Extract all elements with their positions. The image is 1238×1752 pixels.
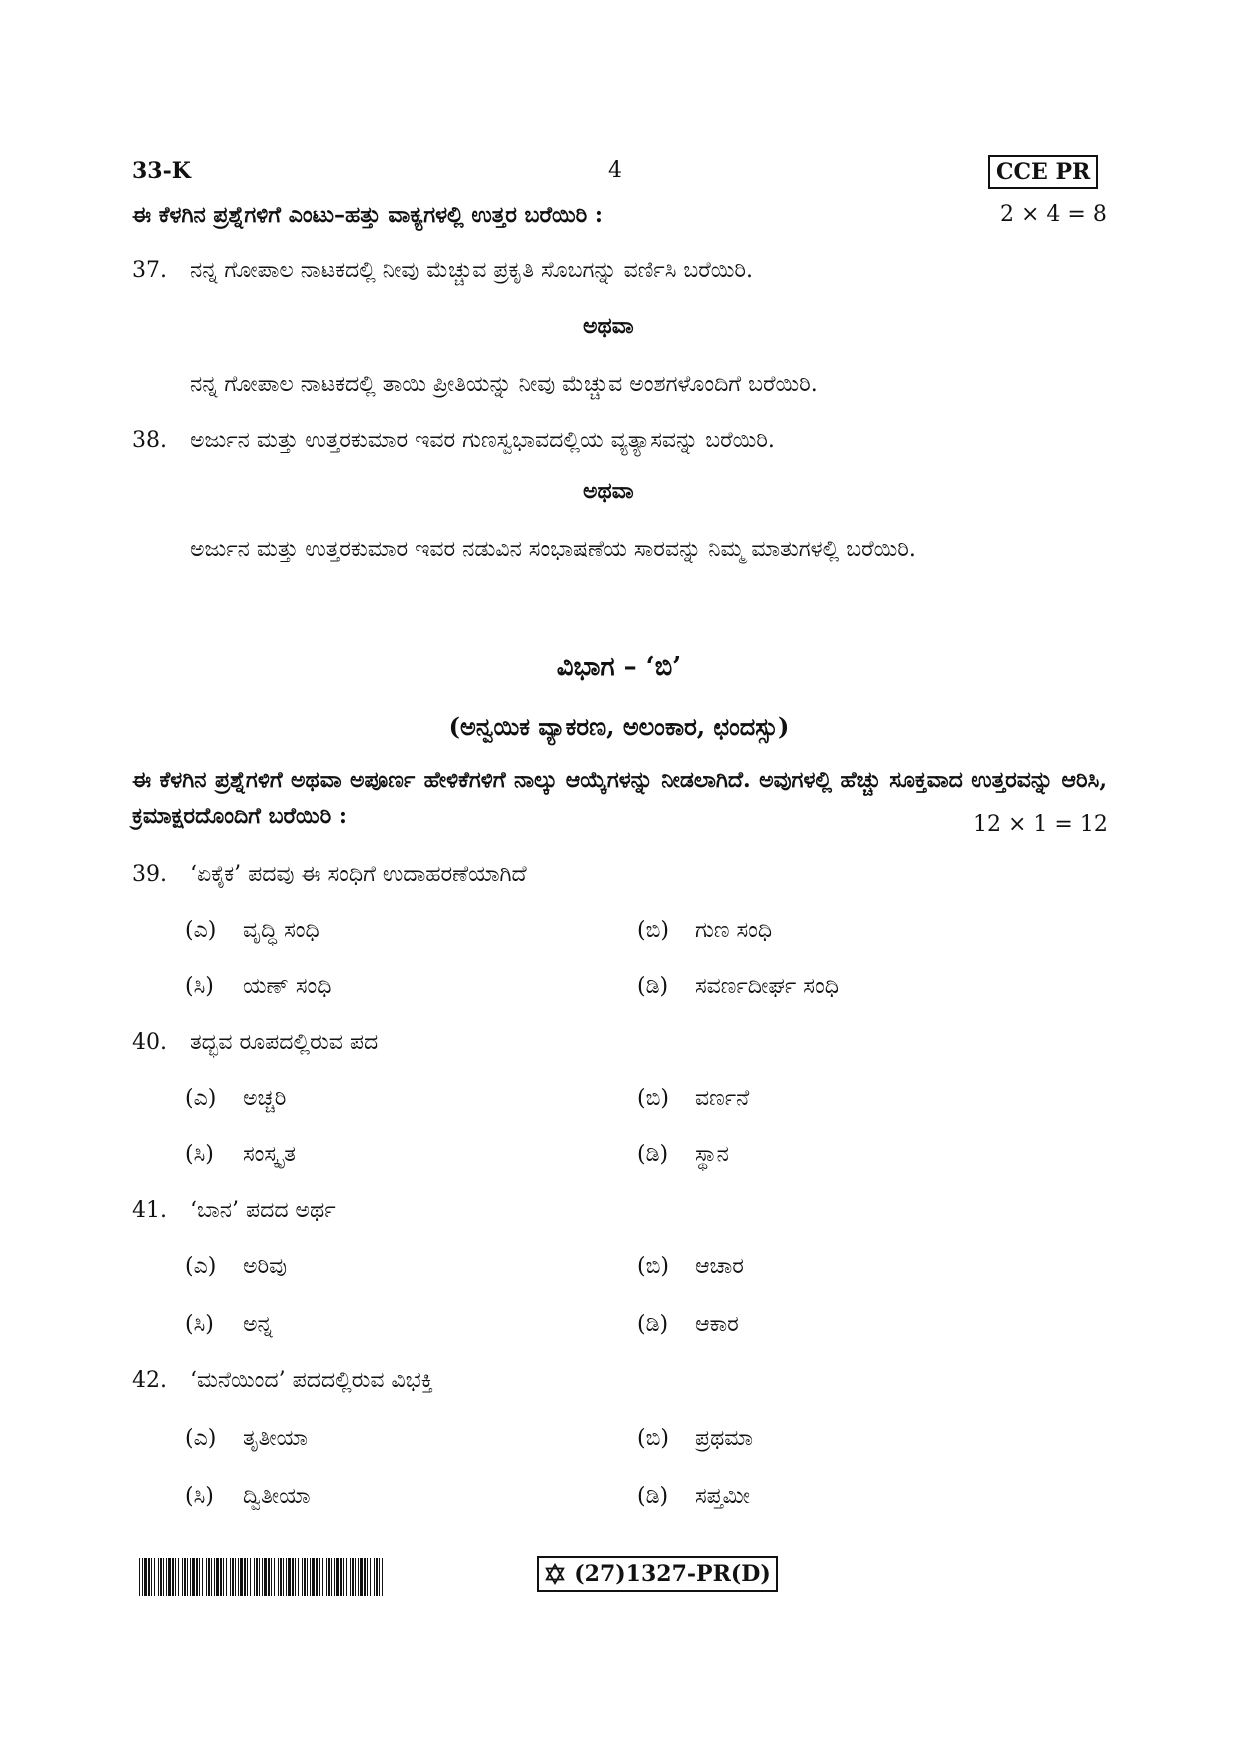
option-b: (ಬಿ) ಗುಣ ಸಂಧಿ	[637, 918, 773, 943]
option-c: (ಸಿ) ಸಂಸ್ಕೃತ	[185, 1142, 296, 1167]
option-a: (ಎ) ಅರಿವು	[185, 1254, 288, 1279]
option-b: (ಬಿ) ಪ್ರಥಮಾ	[637, 1426, 753, 1451]
question-number: 37.	[132, 258, 167, 283]
question-text: ‘ಏಕೈಕ’ ಪದವು ಈ ಸಂಧಿಗೆ ಉದಾಹರಣೆಯಾಗಿದೆ	[190, 862, 527, 887]
question-number: 40.	[132, 1030, 167, 1055]
question-number: 38.	[132, 428, 167, 453]
option-c: (ಸಿ) ಯಣ್ ಸಂಧಿ	[185, 974, 332, 999]
option-d: (ಡಿ) ಸಪ್ತಮೀ	[637, 1484, 751, 1509]
alternative-question-text: ಅರ್ಜುನ ಮತ್ತು ಉತ್ತರಕುಮಾರ ಇವರ ನಡುವಿನ ಸಂಭಾಷಣೆಯ ಸಾರವನ್ನು ನಿಮ್ಮ ಮಾತುಗಳಲ್ಲಿ ಬರೆಯಿರಿ.	[190, 537, 916, 562]
or-label: ಅಥವಾ	[583, 478, 634, 504]
page-number: 4	[608, 158, 622, 183]
star-of-david-icon	[544, 1563, 566, 1585]
option-a: (ಎ) ಅಚ್ಚರಿ	[185, 1086, 287, 1111]
or-label: ಅಥವಾ	[583, 313, 634, 339]
section-b-subtitle: (ಅನ್ವಯಿಕ ವ್ಯಾಕರಣ, ಅಲಂಕಾರ, ಛಂದಸ್ಸು)	[448, 712, 790, 741]
section-a-marks: 2 × 4 = 8	[1000, 202, 1107, 227]
paper-serial-code: (27)1327-PR(D)	[574, 1561, 771, 1587]
option-a: (ಎ) ತೃತೀಯಾ	[185, 1426, 308, 1451]
option-d: (ಡಿ) ಸ್ಥಾನ	[637, 1142, 729, 1167]
cce-pr-box: CCE PR	[988, 155, 1098, 189]
section-b-instruction: ಈ ಕೆಳಗಿನ ಪ್ರಶ್ನೆಗಳಿಗೆ ಅಥವಾ ಅಪೂರ್ಣ ಹೇಳಿಕೆಗಳಿಗೆ ನಾಲ್ಕು ಆಯ್ಕೆಗಳನ್ನು ನೀಡಲಾಗಿದೆ. ಅವುಗಳಲ್ಲಿ ಹೆಚ್ಚು ಸೂಕ್ತವಾದ ಉತ್ತರವನ್ನು ಆರಿಸಿ, ಕ್ರಮಾಕ್ಷರದೊಂದಿಗೆ ಬರೆಯಿರಿ :	[132, 767, 1107, 829]
section-a-instruction: ಈ ಕೆಳಗಿನ ಪ್ರಶ್ನೆಗಳಿಗೆ ಎಂಟು–ಹತ್ತು ವಾಕ್ಯಗಳಲ್ಲಿ ಉತ್ತರ ಬರೆಯಿರಿ :	[132, 202, 603, 228]
question-number: 39.	[132, 862, 167, 887]
barcode	[139, 1558, 383, 1596]
option-a: (ಎ) ವೃದ್ಧಿ ಸಂಧಿ	[185, 918, 320, 943]
option-b: (ಬಿ) ವರ್ಣನೆ	[637, 1086, 750, 1111]
question-text: ಅರ್ಜುನ ಮತ್ತು ಉತ್ತರಕುಮಾರ ಇವರ ಗುಣಸ್ವಭಾವದಲ್ಲಿಯ ವ್ಯತ್ಯಾಸವನ್ನು ಬರೆಯಿರಿ.	[190, 428, 775, 453]
section-b-marks: 12 × 1 = 12	[973, 812, 1108, 837]
section-b-title: ವಿಭಾಗ – ‘ಬಿ’	[556, 652, 682, 682]
option-c: (ಸಿ) ದ್ವಿತೀಯಾ	[185, 1484, 311, 1509]
option-c: (ಸಿ) ಅನ್ನ	[185, 1312, 273, 1337]
alternative-question-text: ನನ್ನ ಗೋಪಾಲ ನಾಟಕದಲ್ಲಿ ತಾಯಿ ಪ್ರೀತಿಯನ್ನು ನೀವು ಮೆಚ್ಚುವ ಅಂಶಗಳೊಂದಿಗೆ ಬರೆಯಿರಿ.	[190, 372, 818, 397]
question-text: ‘ಮನೆಯಿಂದ’ ಪದದಲ್ಲಿರುವ ವಿಭಕ್ತಿ	[190, 1368, 433, 1393]
question-text: ನನ್ನ ಗೋಪಾಲ ನಾಟಕದಲ್ಲಿ ನೀವು ಮೆಚ್ಚುವ ಪ್ರಕೃತಿ ಸೊಬಗನ್ನು ವರ್ಣಿಸಿ ಬರೆಯಿರಿ.	[190, 258, 754, 283]
option-d: (ಡಿ) ಆಕಾರ	[637, 1312, 739, 1337]
option-b: (ಬಿ) ಆಚಾರ	[637, 1254, 744, 1279]
paper-serial-box	[537, 1556, 778, 1592]
paper-code: 33-K	[132, 158, 191, 184]
question-text: ‘ಬಾನ’ ಪದದ ಅರ್ಥ	[190, 1198, 336, 1223]
question-text: ತದ್ಭವ ರೂಪದಲ್ಲಿರುವ ಪದ	[190, 1030, 379, 1055]
question-number: 42.	[132, 1368, 167, 1393]
question-number: 41.	[132, 1198, 167, 1223]
option-d: (ಡಿ) ಸವರ್ಣದೀರ್ಘ ಸಂಧಿ	[637, 974, 839, 999]
